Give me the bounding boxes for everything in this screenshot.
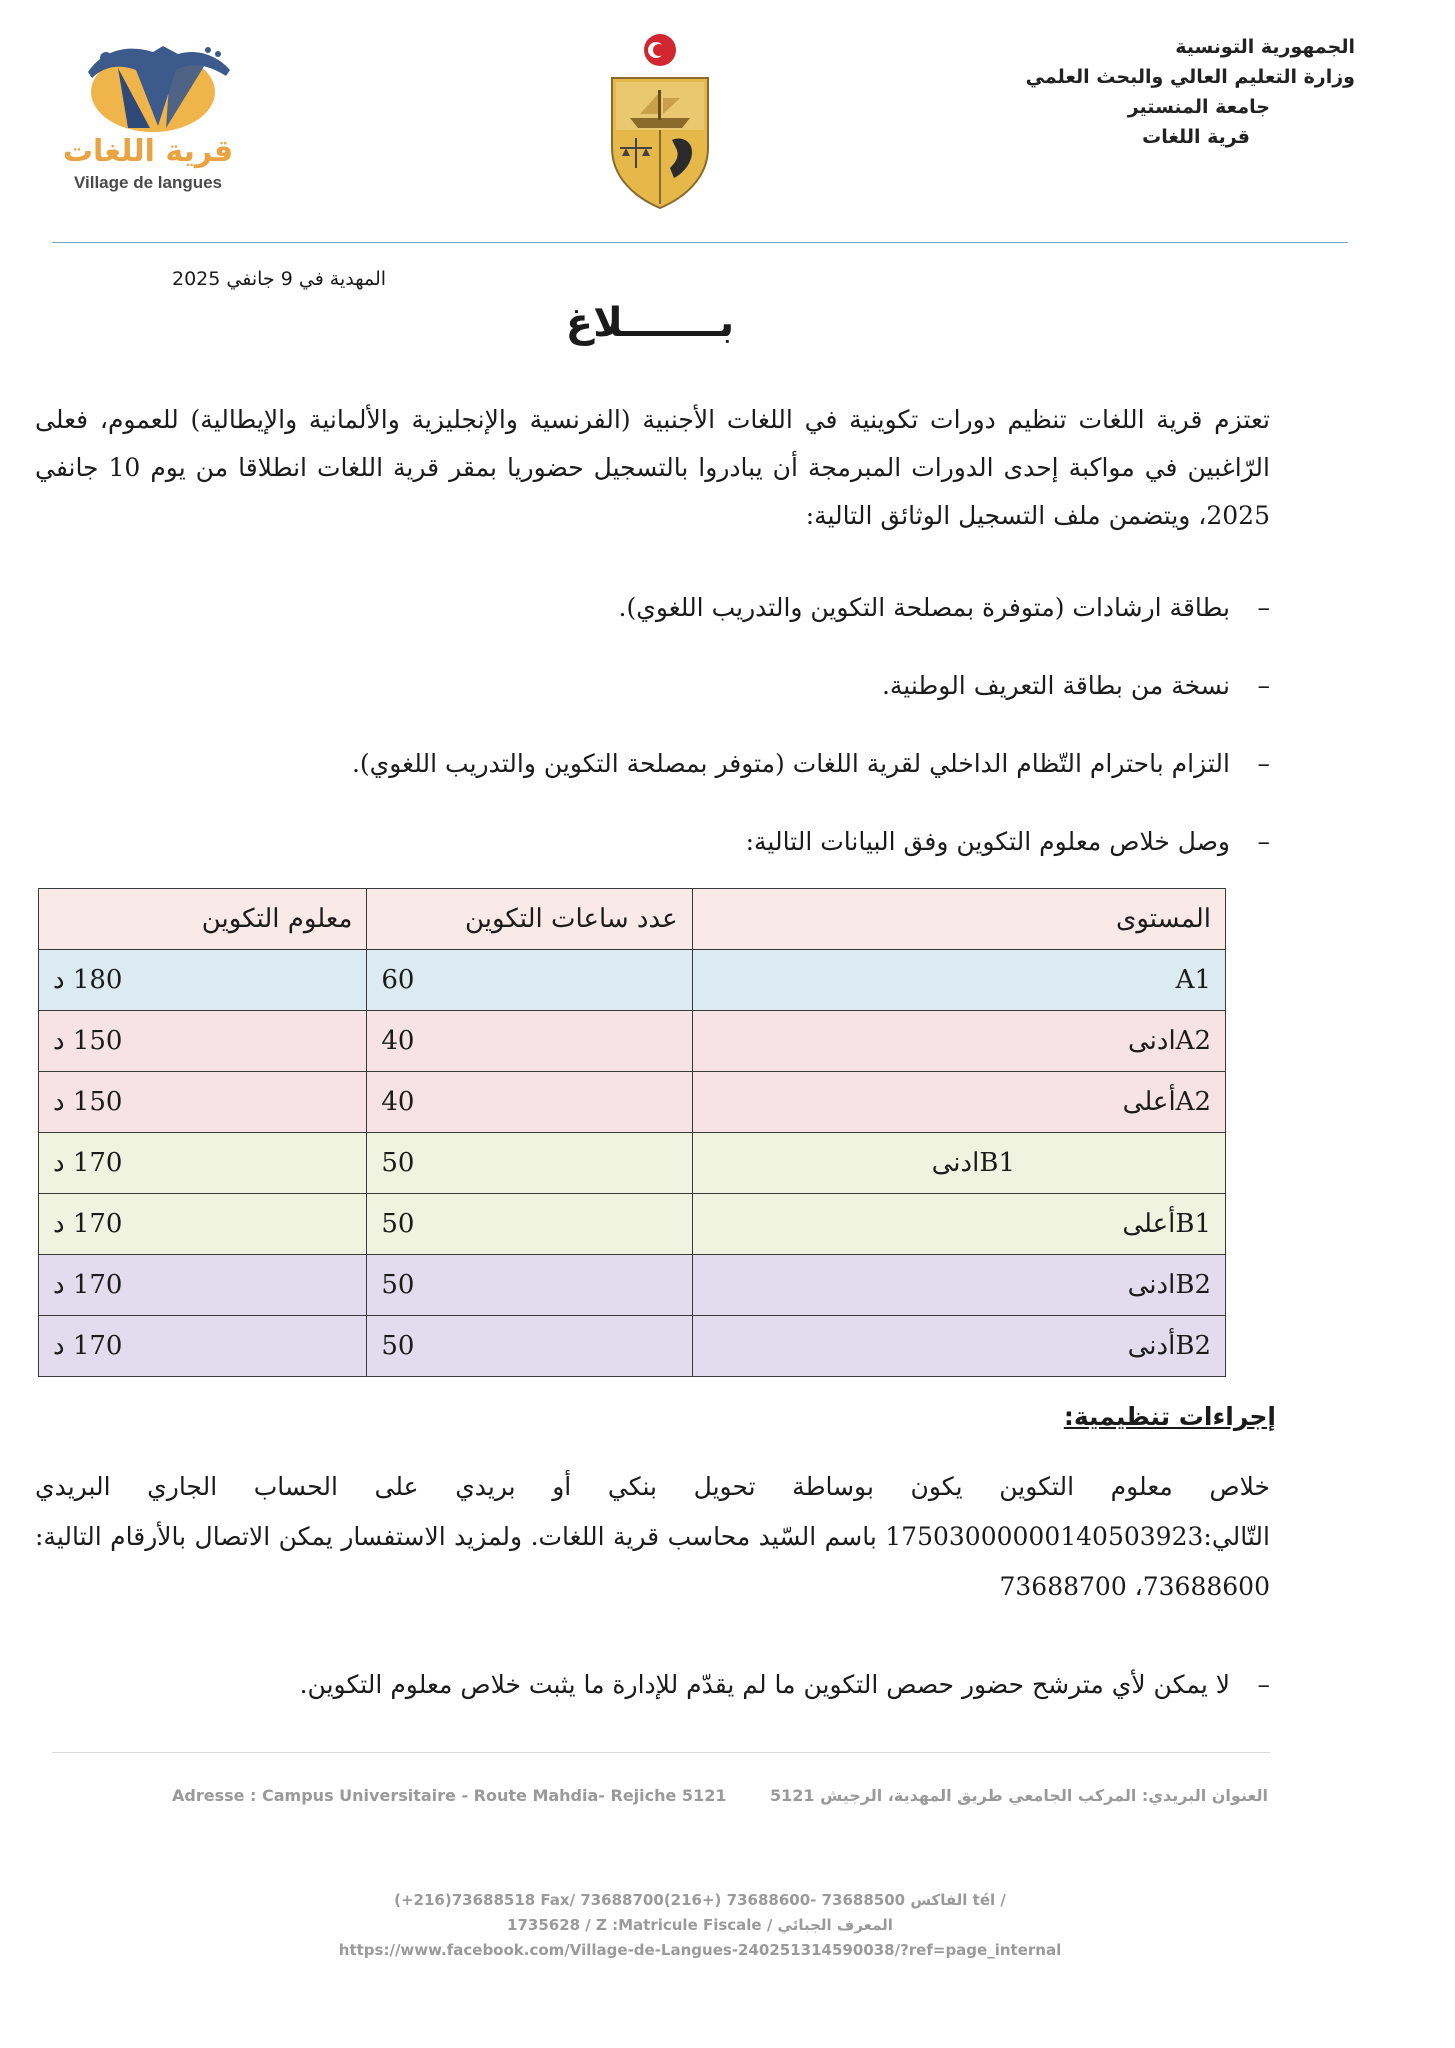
ministry-line: وزارة التعليم العالي والبحث العلمي <box>1025 66 1355 88</box>
fee-cell: 170 د <box>39 1194 367 1255</box>
table-row <box>39 950 1226 1011</box>
ministry-line: جامعة المنستير <box>1127 96 1270 118</box>
list-item <box>35 824 1270 860</box>
procedures-heading: إجراءات تنظيمية: <box>1063 1402 1276 1431</box>
bullet-dash: – <box>1257 1670 1270 1699</box>
bullet-dash: – <box>1257 749 1270 778</box>
facebook-link[interactable]: https://www.facebook.com/Village-de-Langues-240251314590038/?ref=page_internal <box>338 1941 1062 1959</box>
table-row <box>39 1316 1226 1377</box>
contact-block <box>200 1888 1200 1963</box>
payment-note-text: لا يمكن لأي مترشح حضور حصص التكوين ما لم يقدّم للإدارة ما يثبت خلاص معلوم التكوين. <box>299 1670 1230 1699</box>
procedures-text: خلاص معلوم التكوين يكون بوساطة تحويل بنكي أو بريدي على الحساب الجاري البريدي التّالي:17503000000140503923 باسم السّيد محاسب قرية اللغات. ولمزيد الاستفسار يمكن الاتصال بالأرقام التالية: 73688600، 73688700 <box>35 1472 1270 1601</box>
bullet-dash: – <box>1257 827 1270 856</box>
intro-paragraph: تعتزم قرية اللغات تنظيم دورات تكوينية في اللغات الأجنبية (الفرنسية والإنجليزية والألمانية والإيطالية) للعموم، فعلى الرّاغبين في مواكبة إحدى الدورات المبرمجة أن يبادروا بالتسجيل حضوريا بمقر قرية اللغات انطلاقا من يوم 10 جانفي 2025، ويتضمن ملف التسجيل الوثائق التالية: <box>35 405 1270 530</box>
logo-mark-icon <box>58 30 248 140</box>
bullet-dash: – <box>1257 671 1270 700</box>
hours-cell: 50 <box>367 1255 692 1316</box>
list-item-text: نسخة من بطاقة التعريف الوطنية. <box>881 671 1230 700</box>
logo-name-fr: Village de langues <box>73 173 223 192</box>
level-cell: B2أدنى <box>692 1316 1225 1377</box>
address-ar: العنوان البريدي: المركب الجامعي طريق المهدية، الرجيش 5121 <box>770 1786 1268 1805</box>
level-cell: A2ادنى <box>692 1011 1225 1072</box>
hours-cell: 50 <box>367 1133 692 1194</box>
fee-cell: 150 د <box>39 1072 367 1133</box>
level-cell: A2أعلى <box>692 1072 1225 1133</box>
level-cell: B2ادنى <box>692 1255 1225 1316</box>
logo-name-ar: قرية اللغات <box>62 134 234 169</box>
list-item <box>35 668 1270 704</box>
date-line: المهدية في 9 جانفي 2025 <box>172 268 387 290</box>
fee-cell: 170 د <box>39 1133 367 1194</box>
level-cell: B1أعلى <box>692 1194 1225 1255</box>
list-item-text: التزام باحترام التّظام الداخلي لقرية اللغات (متوفر بمصلحة التكوين والتدريب اللغوي). <box>351 749 1230 778</box>
table-row <box>39 1072 1226 1133</box>
fee-cell: 170 د <box>39 1255 367 1316</box>
fee-cell: 170 د <box>39 1316 367 1377</box>
hours-cell: 50 <box>367 1316 692 1377</box>
documents-list <box>35 590 1270 902</box>
table-row <box>39 1011 1226 1072</box>
ministry-line: قرية اللغات <box>1142 126 1250 148</box>
list-item-text: وصل خلاص معلوم التكوين وفق البيانات التالية: <box>745 827 1230 856</box>
address-fr: Adresse : Campus Universitaire - Route Mahdia- Rejiche 5121 <box>172 1786 727 1805</box>
header-divider <box>52 242 1348 243</box>
list-item <box>35 590 1270 626</box>
fiscal-id-line: 1735628 / Z :Matricule Fiscale / المعرف الجبائي <box>507 1916 893 1934</box>
column-header-fee: معلوم التكوين <box>39 889 367 950</box>
table-row <box>39 1255 1226 1316</box>
announcement-title: بـــــــلاغ <box>565 300 735 346</box>
level-cell: B1ادنى <box>692 1133 1225 1194</box>
column-header-level: المستوى <box>692 889 1225 950</box>
table-row <box>39 1194 1226 1255</box>
level-cell: A1 <box>692 950 1225 1011</box>
hours-cell: 50 <box>367 1194 692 1255</box>
hours-cell: 60 <box>367 950 692 1011</box>
column-header-hours: عدد ساعات التكوين <box>367 889 692 950</box>
hours-cell: 40 <box>367 1072 692 1133</box>
list-item-text: بطاقة ارشادات (متوفرة بمصلحة التكوين والتدريب اللغوي). <box>618 593 1230 622</box>
payment-note <box>35 1670 1270 1699</box>
fees-table <box>38 888 1226 1377</box>
list-item <box>35 746 1270 782</box>
ministry-line: الجمهورية التونسية <box>1175 36 1355 58</box>
phone-fax-line: (+216)73688518 Fax/ الفاكس 73688500 -73688600 (+216)73688700 tél / <box>394 1891 1006 1909</box>
ministry-header <box>1026 32 1355 152</box>
tunisia-coat-of-arms-icon <box>600 28 720 213</box>
fee-cell: 150 د <box>39 1011 367 1072</box>
bullet-dash: – <box>1257 593 1270 622</box>
table-row <box>39 1133 1226 1194</box>
table-header-row <box>39 889 1226 950</box>
fee-cell: 180 د <box>39 950 367 1011</box>
footer-divider <box>52 1752 1270 1753</box>
hours-cell: 40 <box>367 1011 692 1072</box>
